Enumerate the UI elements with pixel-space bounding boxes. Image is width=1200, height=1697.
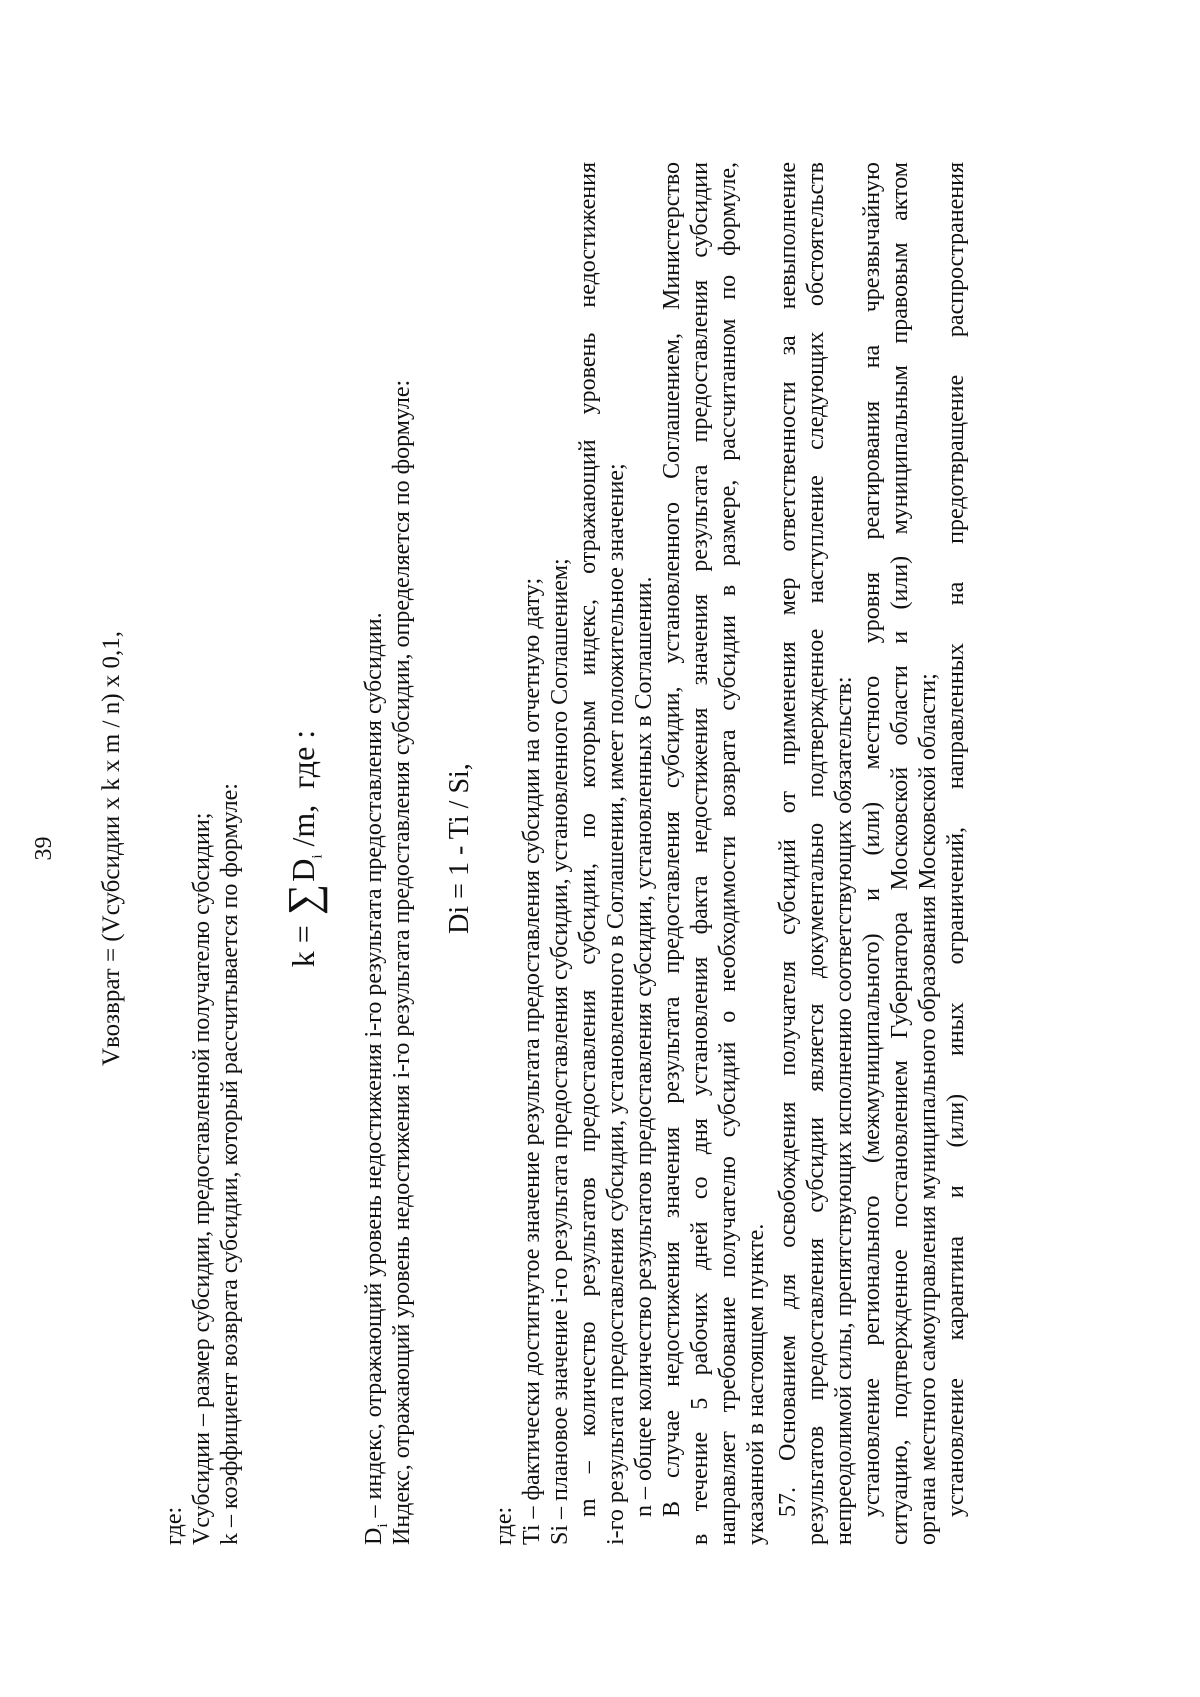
definition-n: n – общее количество результатов предоставления субсидии, установленных в Соглашении. <box>631 576 657 1517</box>
paragraph-case-line-2: в течение 5 рабочих дней со дня установления факта недостижения значения результата предоставления субсидии <box>687 162 713 1545</box>
paragraph-regional-line-3: органа местного самоуправления муниципального образования Московской области; <box>915 673 941 1545</box>
paragraph-regional-line-1: установление регионального (межмуниципального) и (или) местного уровня реагирования на чрезвычайную <box>859 162 885 1517</box>
definition-di-text: – индекс, отражающий уровень недостижения i-го результата предоставления субсидии. <box>361 612 387 1518</box>
paragraph-case-line-3: направляет требование получателю субсидий о необходимости возврата субсидии в размере, рассчитанном по формуле, <box>715 162 741 1545</box>
paragraph-case-line-1: В случае недостижения значения результата предоставления субсидии, установленного Соглашением, Министерство <box>659 162 685 1517</box>
definition-k: k – коэффициент возврата субсидии, который рассчитывается по формуле: <box>217 783 243 1545</box>
formula-k-lhs: k = <box>285 925 321 968</box>
definition-di: $D_i$ – индекс, отражающий уровень недостижения i-го результата предоставления субсидии. <box>361 612 391 1545</box>
definition-vsubsidy: Vсубсидии – размер субсидии, предоставленной получателю субсидии; <box>189 812 215 1545</box>
definition-m: m – количество результатов предоставления субсидии, по которым индекс, отражающий уровень недостижения <box>575 162 601 1517</box>
formula-k <box>278 0 339 1697</box>
formula-k-subscript: i <box>309 854 326 859</box>
definition-di-formula-intro: Индекс, отражающий уровень недостижения i-го результата предоставления субсидии, определяется по формуле: <box>389 379 415 1545</box>
paragraph-57-line-3: непреодолимой силы, препятствующих исполнению соответствующих обязательств: <box>831 676 857 1545</box>
definition-si: Si – плановое значение i-го результата предоставления субсидии, установленного Соглашением; <box>547 558 573 1545</box>
paragraph-regional-line-2: ситуацию, подтвержденное постановлением Губернатора Московской области и (или) муниципальным правовым актом <box>887 162 913 1545</box>
sum-symbol: ∑ <box>279 883 328 916</box>
where-label-2: где: <box>491 1506 517 1545</box>
paragraph-57-line-1: 57. Основанием для освобождения получателя субсидий от применения мер ответственности за невыполнение <box>775 162 801 1517</box>
paragraph-quarantine: установление карантина и (или) иных ограничений, направленных на предотвращение распространения <box>943 162 969 1517</box>
page-number: 39 <box>31 836 57 861</box>
paragraph-57-line-2: результатов предоставления субсидии является документально подтвержденное наступление следующих обстоятельств <box>803 162 829 1545</box>
definition-m-cont: i-го результата предоставления субсидии, установленного в Соглашении, имеет положительное значение; <box>603 463 629 1545</box>
definition-ti: Ti – фактически достигнутое значение результата предоставления субсидии на отчетную дату; <box>519 577 545 1545</box>
formula-k-d: D <box>285 858 321 882</box>
formula-k-tail: где : <box>285 729 321 789</box>
where-label: где: <box>161 1506 187 1545</box>
formula-di: Di = 1 - Ti / Si, <box>444 763 475 934</box>
formula-return: Vвозврат = (Vсубсидии x k x m / n) x 0,1, <box>98 630 125 1067</box>
formula-k-rest: /m, <box>285 804 321 855</box>
paragraph-case-line-4: указанной в настоящем пункте. <box>743 1223 769 1545</box>
